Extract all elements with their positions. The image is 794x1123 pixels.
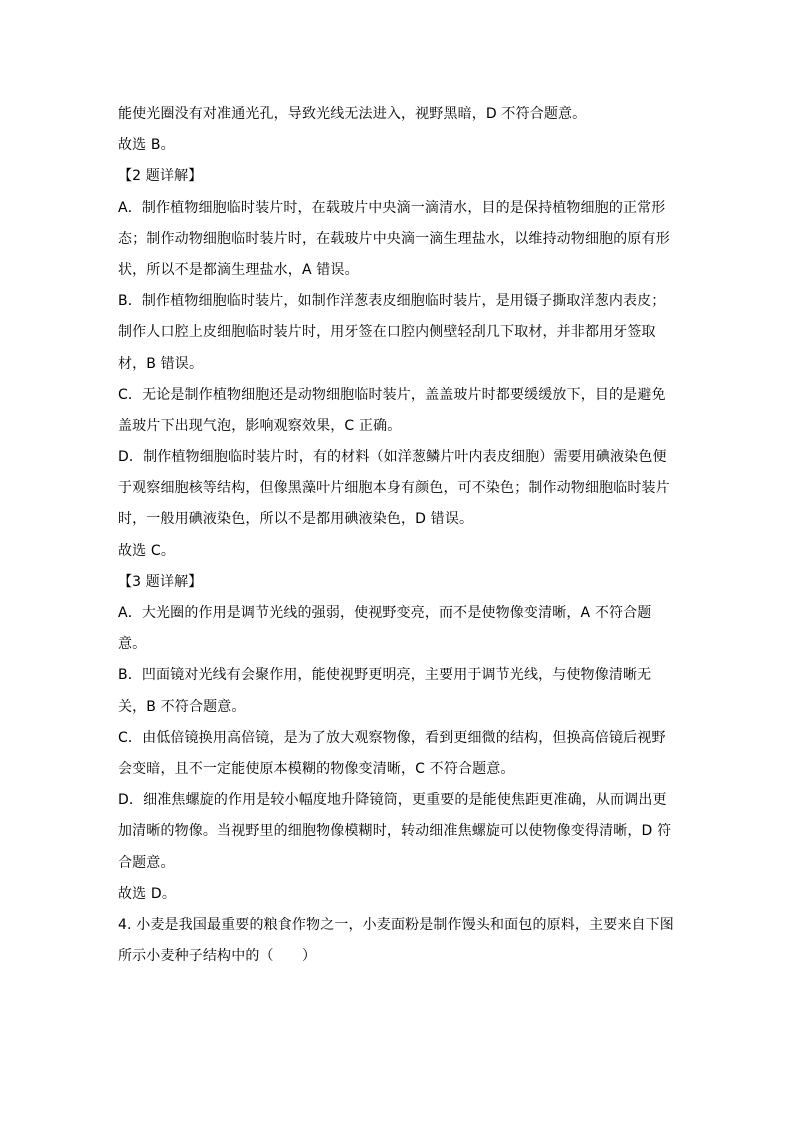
text-line: 时，一般用碘液染色，所以不是都用碘液染色，D 错误。 (118, 511, 474, 528)
text-line: A．制作植物细胞临时装片时，在载玻片中央滴一滴清水，目的是保持植物细胞的正常形 (118, 199, 666, 216)
text-line: 态；制作动物细胞临时装片时，在载玻片中央滴一滴生理盐水，以维持动物细胞的原有形 (118, 230, 670, 247)
text-line: C．由低倍镜换用高倍镜，是为了放大观察物像，看到更细微的结构，但换高倍镜后视野 (118, 729, 666, 746)
text-line: B．制作植物细胞临时装片，如制作洋葱表皮细胞临时装片，是用镊子撕取洋葱内表皮； (118, 293, 666, 310)
text-line: 盖玻片下出现气泡，影响观察效果，C 正确。 (118, 417, 402, 434)
answer-line: 故选 D。 (118, 885, 176, 902)
text-line: 材，B 错误。 (118, 355, 204, 372)
question-line: 4. 小麦是我国最重要的粮食作物之一，小麦面粉是制作馒头和面包的原料，主要来自下图 (118, 916, 674, 933)
text-line: 加清晰的物像。当视野里的细胞物像模糊时，转动细准焦螺旋可以使物像变得清晰，D 符 (118, 823, 672, 840)
text-line: 制作人口腔上皮细胞临时装片时，用牙签在口腔内侧壁轻刮几下取材，并非都用牙签取 (118, 324, 656, 341)
answer-line: 故选 B。 (118, 137, 175, 154)
text-line: 关，B 不符合题意。 (118, 698, 246, 715)
text-line: 合题意。 (118, 854, 175, 871)
text-line: 会变暗，且不一定能使原本模糊的物像变清晰，C 不符合题意。 (118, 760, 515, 777)
answer-line: 故选 C。 (118, 542, 175, 559)
text-line: 能使光圈没有对准通光孔，导致光线无法进入，视野黑暗，D 不符合题意。 (118, 106, 587, 122)
text-line: A．大光圈的作用是调节光线的强弱，使视野变亮，而不是使物像变清晰，A 不符合题 (118, 605, 652, 621)
text-line: D．制作植物细胞临时装片时，有的材料（如洋葱鳞片叶内表皮细胞）需要用碘液染色便 (118, 449, 667, 466)
section-heading: 【3 题详解】 (118, 573, 203, 590)
text-line: C．无论是制作植物细胞还是动物细胞临时装片，盖盖玻片时都要缓缓放下，目的是避免 (118, 386, 666, 403)
text-line: 意。 (118, 636, 147, 653)
text-line: D．细准焦螺旋的作用是较小幅度地升降镜筒，更重要的是能使焦距更准确，从而调出更 (118, 792, 667, 809)
document-page (118, 99, 678, 972)
text-line: 于观察细胞核等结构，但像黑藻叶片细胞本身有颜色，可不染色；制作动物细胞临时装片 (118, 480, 670, 497)
section-heading: 【2 题详解】 (118, 168, 203, 185)
question-line: 所示小麦种子结构中的（ ） (118, 948, 317, 965)
text-line: 状，所以不是都滴生理盐水，A 错误。 (118, 261, 359, 278)
text-line: B．凹面镜对光线有会聚作用，能使视野更明亮，主要用于调节光线，与使物像清晰无 (118, 667, 652, 684)
